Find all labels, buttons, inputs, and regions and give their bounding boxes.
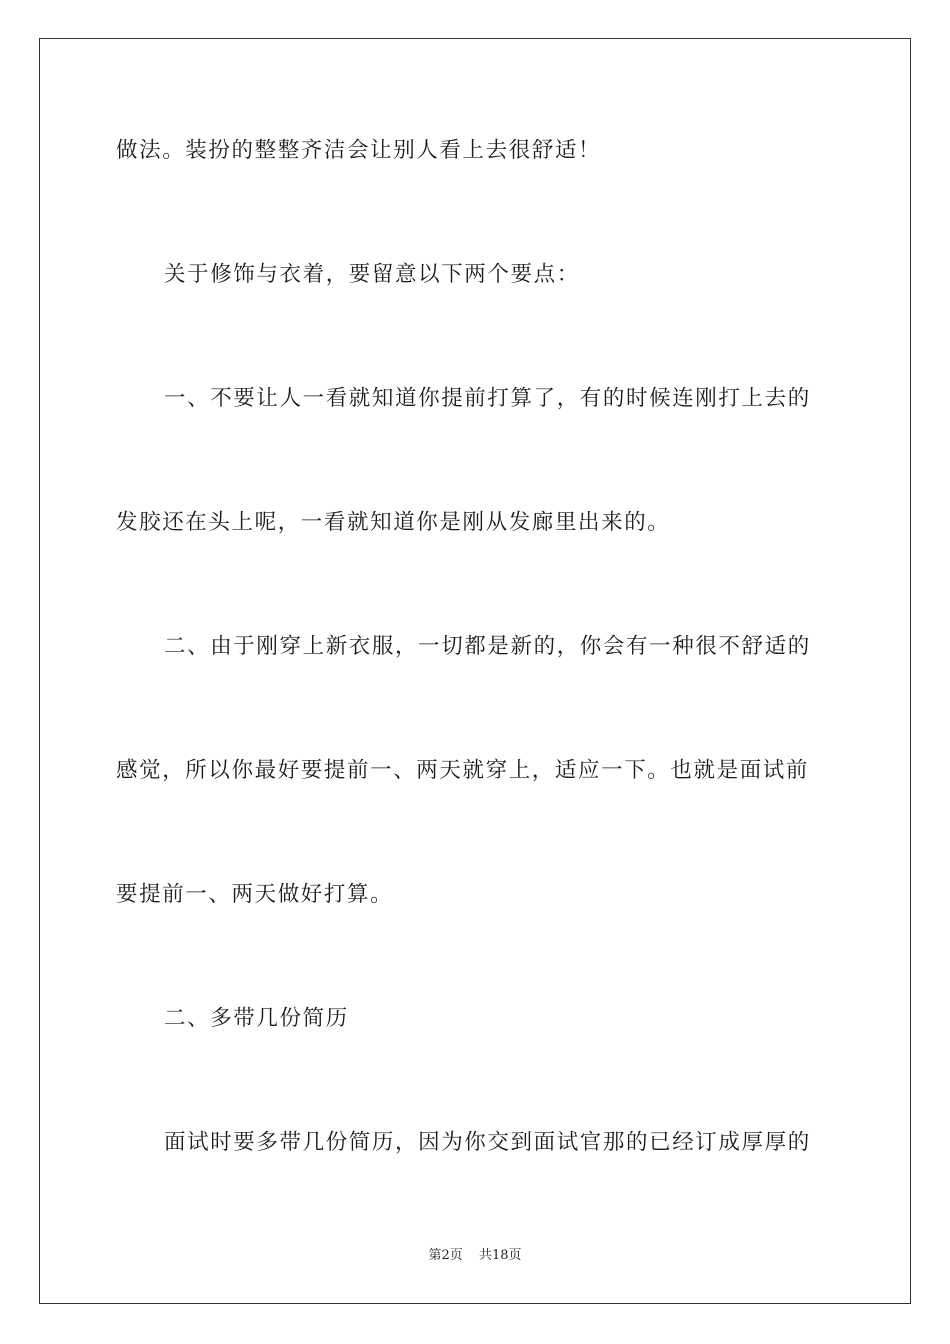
text-line-2: 关于修饰与衣着，要留意以下两个要点： — [164, 262, 580, 287]
page-total: 共18页 — [478, 1248, 522, 1263]
text-line-7: 要提前一、两天做好打算。 — [116, 882, 394, 907]
text-line-5: 二、由于刚穿上新衣服，一切都是新的，你会有一种很不舒适的 — [164, 634, 811, 659]
text-line-1: 做法。装扮的整整齐洁会让别人看上去很舒适！ — [116, 138, 602, 163]
page-footer — [0, 1247, 950, 1265]
page-border — [39, 38, 911, 1304]
page-number: 第2页 — [428, 1248, 463, 1263]
text-line-9: 面试时要多带几份简历，因为你交到面试官那的已经订成厚厚的 — [164, 1130, 811, 1155]
text-line-3: 一、不要让人一看就知道你提前打算了，有的时候连刚打上去的 — [164, 386, 811, 411]
section-heading: 二、多带几份简历 — [164, 1006, 349, 1031]
text-line-6: 感觉，所以你最好要提前一、两天就穿上，适应一下。也就是面试前 — [116, 758, 810, 783]
text-line-4: 发胶还在头上呢，一看就知道你是刚从发廊里出来的。 — [116, 510, 671, 535]
